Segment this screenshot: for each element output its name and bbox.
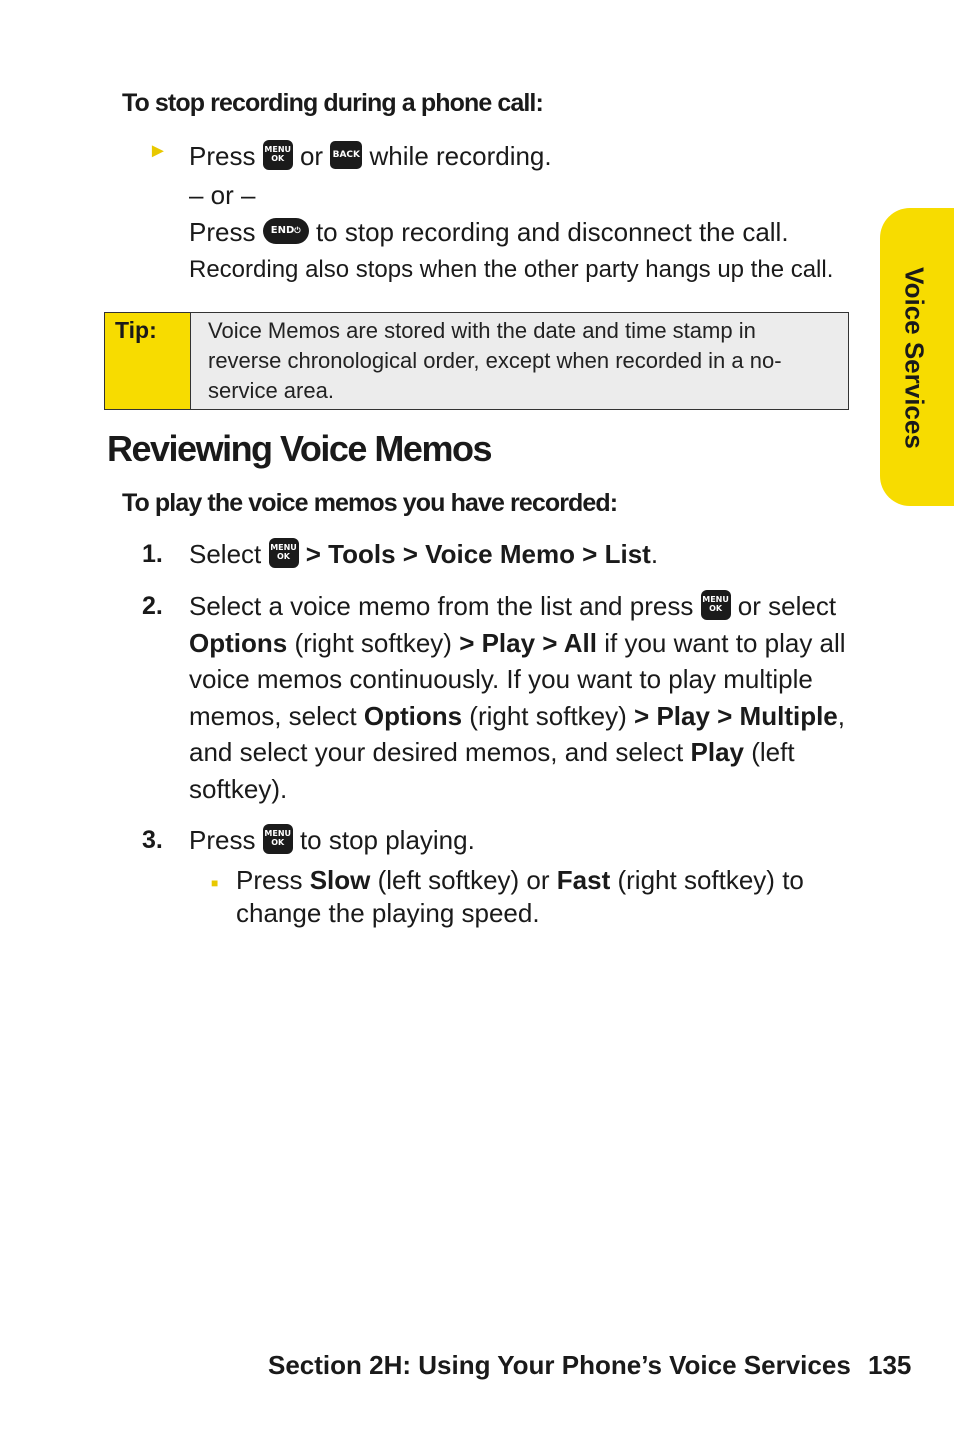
or-separator: – or –	[189, 180, 256, 210]
step-2-text: Select a voice memo from the list and press MENU OK or select Options (right softkey) > Play > All if you want to play all voice memos continuously. If you want to play multiple memos, select Options (right softkey) > Play > Multiple, and select your desired memos, and select Play (left softkey).	[189, 591, 846, 804]
subhead-play-memos: To play the voice memos you have recorded:	[122, 489, 618, 517]
tip-box	[104, 312, 849, 410]
sub-bullet-text: Press Slow (left softkey) or Fast (right softkey) to change the playing speed.	[236, 865, 804, 928]
tip-label: Tip:	[105, 313, 191, 409]
menu-ok-key-icon: MENU OK	[701, 590, 731, 620]
menu-ok-key-icon: MENU OK	[269, 538, 299, 568]
bullet-arrow: ►	[148, 140, 168, 162]
footer-section-title: Section 2H: Using Your Phone’s Voice Services	[268, 1350, 851, 1380]
step-1-number: 1.	[142, 540, 163, 568]
press-end-line: Press END⏻ to stop recording and disconnect the call.	[189, 217, 789, 247]
side-section-tab	[880, 208, 954, 506]
menu-ok-key-icon: MENU OK	[263, 824, 293, 854]
recording-note: Recording also stops when the other party hangs up the call.	[189, 256, 834, 283]
step-3-text: Press MENU OK to stop playing.	[189, 825, 475, 855]
subhead-stop-recording: To stop recording during a phone call:	[122, 89, 543, 117]
step-1-text: Select MENU OK > Tools > Voice Memo > List.	[189, 539, 659, 569]
back-key-icon: BACK	[330, 141, 362, 169]
end-key-icon: END⏻	[263, 218, 309, 244]
tip-text: Voice Memos are stored with the date and time stamp in reverse chronological order, except when recorded in a no-service area.	[208, 318, 782, 403]
page-number: 135	[868, 1350, 912, 1380]
step-2-number: 2.	[142, 592, 163, 620]
section-title: Reviewing Voice Memos	[107, 428, 491, 469]
press-menu-or-back-line: Press MENU OK or BACK while recording.	[189, 141, 552, 171]
menu-ok-key-icon: MENU OK	[263, 140, 293, 170]
step-3-number: 3.	[142, 826, 163, 854]
square-bullet-icon: ■	[211, 876, 219, 890]
side-tab-label: Voice Services	[899, 267, 930, 449]
